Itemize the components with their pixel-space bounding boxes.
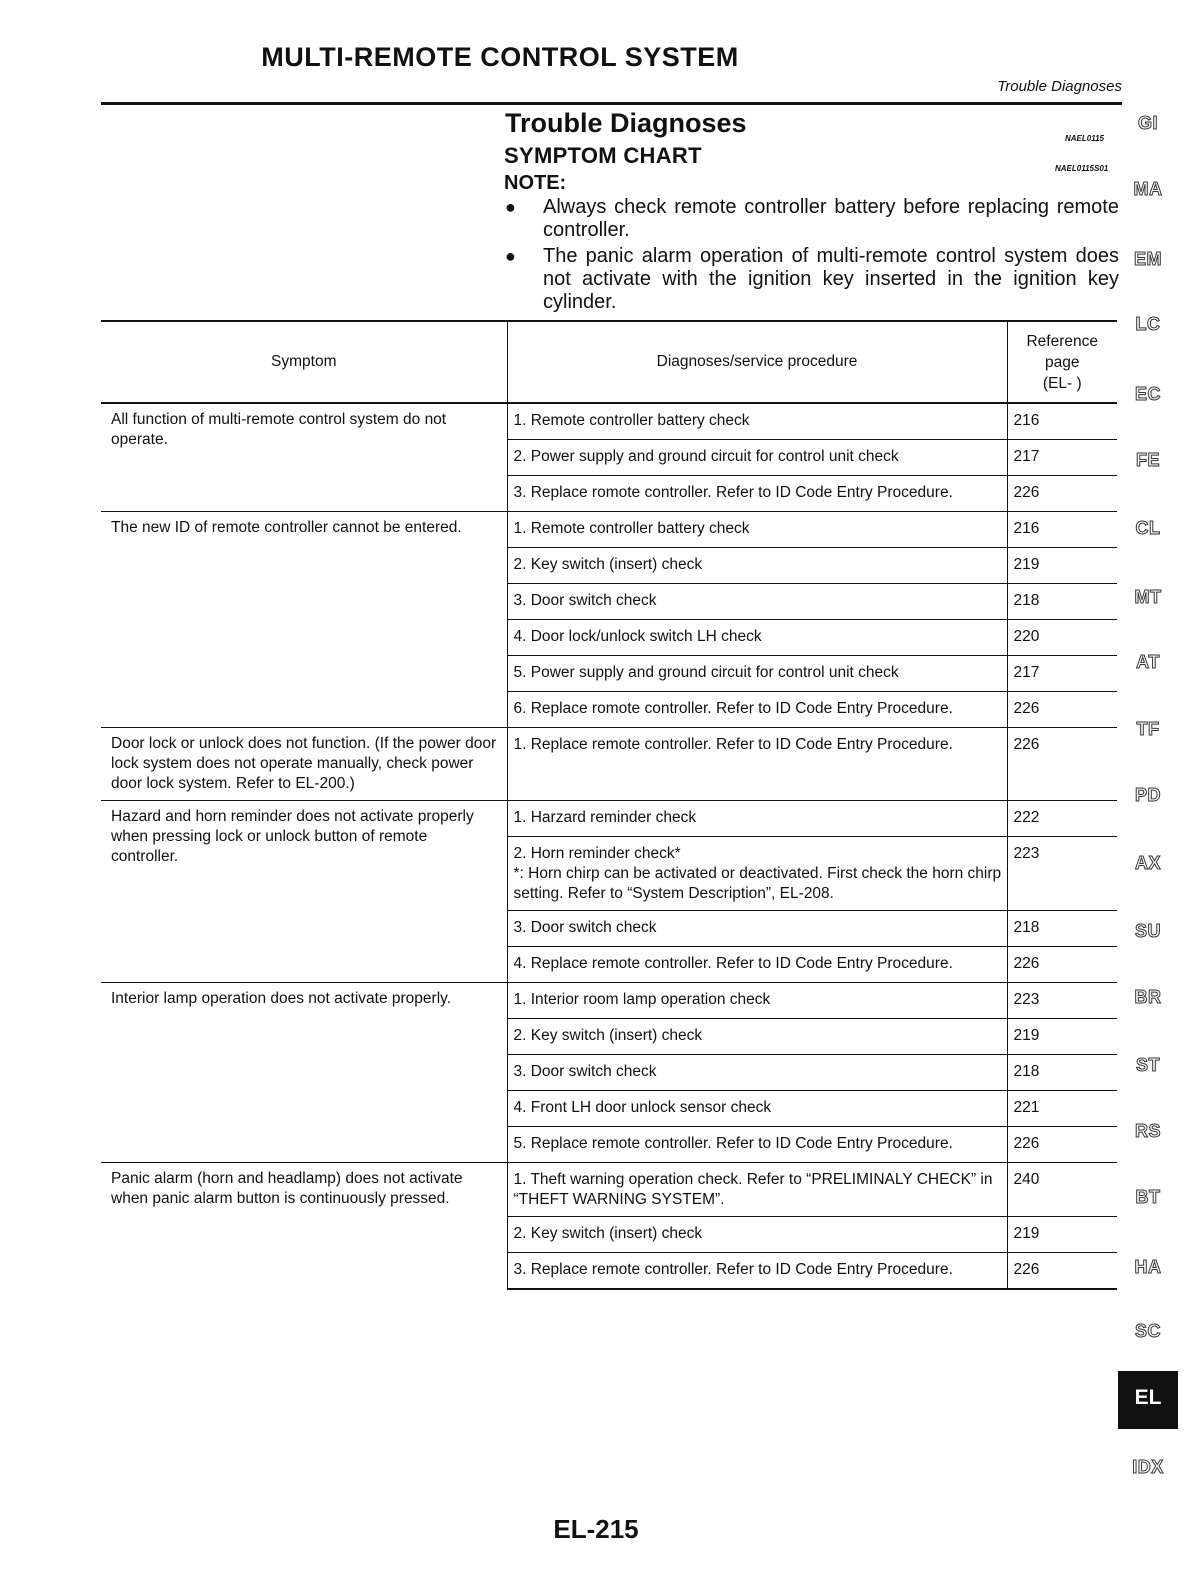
procedure-cell: 2. Key switch (insert) check xyxy=(507,548,1007,584)
side-tab-ax[interactable]: AX xyxy=(1134,853,1161,873)
reference-cell: 226 xyxy=(1007,728,1117,801)
side-tab-el-label: EL xyxy=(1134,1386,1162,1409)
procedure-cell: 5. Replace remote controller. Refer to ID Code Entry Procedure. xyxy=(507,1127,1007,1163)
procedure-cell: 2. Power supply and ground circuit for control unit check xyxy=(507,440,1007,476)
symptom-chart-table xyxy=(101,320,1117,1290)
note-item: The panic alarm operation of multi-remote control system does not activate with the ignition key inserted in the ignition key cylinder. xyxy=(543,245,1119,313)
reference-cell: 218 xyxy=(1007,584,1117,620)
reference-cell: 223 xyxy=(1007,837,1117,911)
procedure-cell xyxy=(507,837,1007,911)
side-tab-br[interactable]: BR xyxy=(1134,987,1162,1007)
procedure-cell: 2. Key switch (insert) check xyxy=(507,1019,1007,1055)
procedure-cell: 3. Door switch check xyxy=(507,1055,1007,1091)
procedure-cell: 3. Door switch check xyxy=(507,911,1007,947)
page-number: EL-215 xyxy=(553,1514,639,1544)
procedure-cell: 3. Replace remote controller. Refer to ID Code Entry Procedure. xyxy=(507,1253,1007,1290)
header-reference xyxy=(1007,321,1117,403)
subsection-title: SYMPTOM CHART xyxy=(504,143,702,168)
side-tab-cl[interactable]: CL xyxy=(1135,518,1161,538)
header-reference-line1: Reference xyxy=(1026,332,1098,350)
subsection-code: NAEL0115S01 xyxy=(1055,164,1109,173)
bullet-icon: ● xyxy=(505,246,516,266)
reference-cell: 219 xyxy=(1007,1019,1117,1055)
header-reference-line3: (EL- ) xyxy=(1042,374,1082,392)
section-title: Trouble Diagnoses xyxy=(505,108,747,138)
side-tab-su[interactable]: SU xyxy=(1134,921,1161,941)
table-row xyxy=(101,1163,1117,1217)
note-label: NOTE: xyxy=(504,172,567,194)
side-tab-st[interactable]: ST xyxy=(1135,1055,1160,1075)
side-tab-mt[interactable]: MT xyxy=(1134,587,1162,607)
side-tab-gi[interactable]: GI xyxy=(1137,113,1158,133)
procedure-cell: 4. Front LH door unlock sensor check xyxy=(507,1091,1007,1127)
table-row xyxy=(101,403,1117,440)
reference-cell: 218 xyxy=(1007,1055,1117,1091)
procedure-cell: 1. Interior room lamp operation check xyxy=(507,983,1007,1019)
procedure-cell: 1. Remote controller battery check xyxy=(507,403,1007,440)
reference-cell: 226 xyxy=(1007,692,1117,728)
reference-cell: 217 xyxy=(1007,440,1117,476)
header-rule xyxy=(101,102,1122,105)
procedure-footnote: *: Horn chirp can be activated or deactivated. First check the horn chirp setting. Refer to “System Description”, EL-208. xyxy=(513,865,1002,902)
procedure-text: 2. Horn reminder check* xyxy=(513,845,681,862)
side-tab-rs[interactable]: RS xyxy=(1134,1121,1161,1141)
reference-cell: 240 xyxy=(1007,1163,1117,1217)
procedure-cell: 6. Replace romote controller. Refer to ID Code Entry Procedure. xyxy=(507,692,1007,728)
reference-cell: 216 xyxy=(1007,512,1117,548)
procedure-cell: 1. Theft warning operation check. Refer to “PRELIMINALY CHECK” in “THEFT WARNING SYSTEM”. xyxy=(507,1163,1007,1217)
running-head: Trouble Diagnoses xyxy=(997,78,1122,95)
reference-cell: 222 xyxy=(1007,801,1117,837)
side-tab-bt[interactable]: BT xyxy=(1135,1187,1161,1207)
symptom-cell: The new ID of remote controller cannot be entered. xyxy=(101,512,507,728)
procedure-cell: 4. Door lock/unlock switch LH check xyxy=(507,620,1007,656)
side-tab-ma[interactable]: MA xyxy=(1133,179,1163,199)
reference-cell: 226 xyxy=(1007,1127,1117,1163)
reference-cell: 217 xyxy=(1007,656,1117,692)
table-row xyxy=(101,512,1117,548)
side-tab-sc[interactable]: SC xyxy=(1134,1321,1161,1341)
procedure-cell: 1. Harzard reminder check xyxy=(507,801,1007,837)
side-tab-pd[interactable]: PD xyxy=(1134,785,1161,805)
reference-cell: 226 xyxy=(1007,476,1117,512)
reference-cell: 216 xyxy=(1007,403,1117,440)
side-tab-ec[interactable]: EC xyxy=(1134,384,1161,404)
reference-cell: 220 xyxy=(1007,620,1117,656)
symptom-cell: Interior lamp operation does not activate properly. xyxy=(101,983,507,1163)
side-tab-tf[interactable]: TF xyxy=(1136,719,1160,739)
side-tab-fe[interactable]: FE xyxy=(1135,450,1160,470)
side-tab-idx[interactable]: IDX xyxy=(1132,1457,1164,1477)
side-tab-at[interactable]: AT xyxy=(1136,652,1160,672)
section-code: NAEL0115 xyxy=(1065,134,1104,143)
header-procedure: Diagnoses/service procedure xyxy=(507,321,1007,403)
header-reference-line2: page xyxy=(1045,353,1080,371)
table-row xyxy=(101,801,1117,837)
page-title: MULTI-REMOTE CONTROL SYSTEM xyxy=(261,42,739,72)
reference-cell: 226 xyxy=(1007,947,1117,983)
reference-cell: 221 xyxy=(1007,1091,1117,1127)
procedure-cell: 4. Replace remote controller. Refer to ID Code Entry Procedure. xyxy=(507,947,1007,983)
symptom-cell: Hazard and horn reminder does not activate properly when pressing lock or unlock button of remote controller. xyxy=(101,801,507,983)
reference-cell: 219 xyxy=(1007,548,1117,584)
bullet-icon: ● xyxy=(505,197,516,217)
procedure-cell: 1. Remote controller battery check xyxy=(507,512,1007,548)
procedure-cell: 3. Door switch check xyxy=(507,584,1007,620)
side-tab-ha[interactable]: HA xyxy=(1134,1257,1162,1277)
reference-cell: 219 xyxy=(1007,1217,1117,1253)
side-tab-em[interactable]: EM xyxy=(1134,249,1162,269)
reference-cell: 223 xyxy=(1007,983,1117,1019)
procedure-cell: 3. Replace romote controller. Refer to ID Code Entry Procedure. xyxy=(507,476,1007,512)
symptom-cell: Panic alarm (horn and headlamp) does not activate when panic alarm button is continuously pressed. xyxy=(101,1163,507,1290)
note-item: Always check remote controller battery before replacing remote controller. xyxy=(543,196,1119,241)
side-tab-lc[interactable]: LC xyxy=(1135,314,1161,334)
table-row xyxy=(101,728,1117,801)
reference-cell: 226 xyxy=(1007,1253,1117,1290)
procedure-cell: 1. Replace remote controller. Refer to ID Code Entry Procedure. xyxy=(507,728,1007,801)
symptom-cell: Door lock or unlock does not function. (If the power door lock system does not operate manually, check power door lock system. Refer to EL-200.) xyxy=(101,728,507,801)
header-symptom: Symptom xyxy=(271,353,337,370)
symptom-cell: All function of multi-remote control system do not operate. xyxy=(101,403,507,512)
reference-cell: 218 xyxy=(1007,911,1117,947)
table-row xyxy=(101,983,1117,1019)
table-header-row xyxy=(101,321,1117,403)
procedure-cell: 2. Key switch (insert) check xyxy=(507,1217,1007,1253)
procedure-cell: 5. Power supply and ground circuit for control unit check xyxy=(507,656,1007,692)
